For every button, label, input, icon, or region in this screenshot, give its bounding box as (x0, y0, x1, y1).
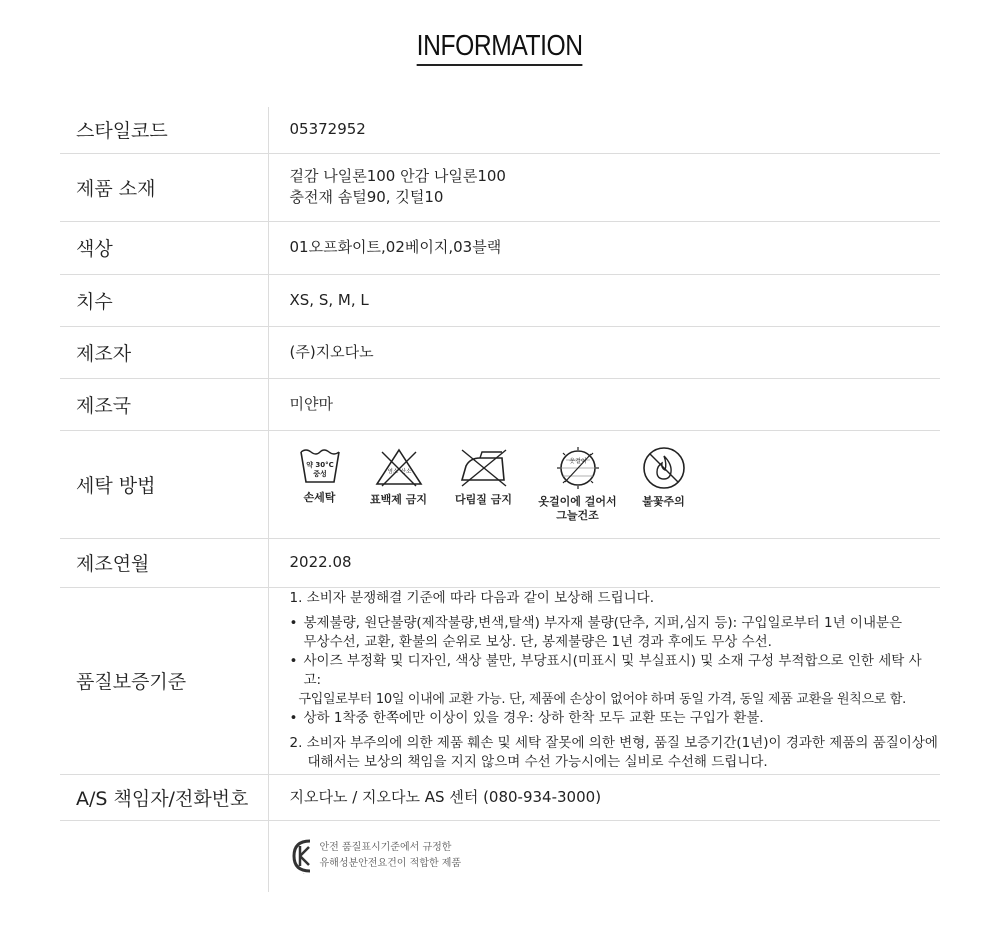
kc-text (320, 840, 462, 872)
bullet-mark: • (289, 615, 298, 631)
value-date: 2022.08 (268, 538, 940, 587)
care-hang-dry (534, 446, 622, 523)
quality-p2b: 대해서는 보상의 책임을 지지 않으며 수선 가능시에는 실비로 수선해 드립니다. (307, 754, 768, 770)
value-size: XS, S, M, L (268, 274, 940, 326)
kc-logo-icon (290, 838, 316, 874)
hang-dry-caption-1: 옷걸이에 걸어서 (538, 494, 617, 508)
care-icons (290, 446, 940, 523)
kc-line-2: 유해성분안전요건이 적합한 제품 (319, 858, 462, 870)
quality-p2a: 2. 소비자 부주의에 의한 제품 훼손 및 세탁 잘못에 의한 변형, 품질 보증기간(1년)이 경과한 제품의 품질이상에 (289, 735, 938, 751)
no-iron-caption: 다림질 금지 (455, 492, 512, 506)
value-color: 01오프화이트,02베이지,03블랙 (268, 221, 940, 274)
kc-mark (290, 838, 940, 874)
row-material (60, 153, 940, 221)
value-kc (268, 820, 940, 892)
hang-dry-caption-2: 그늘건조 (556, 508, 599, 522)
no-bleach-icon (374, 446, 424, 488)
label-as: A/S 책임자/전화번호 (60, 774, 268, 820)
kc-logo-text: KC (302, 874, 304, 876)
row-style-code (60, 107, 940, 153)
row-date (60, 538, 940, 587)
hang-dry-caption (538, 495, 616, 523)
label-quality: 품질보증기준 (60, 587, 268, 774)
value-country: 미얀마 (268, 378, 940, 430)
value-material (268, 153, 940, 221)
quality-b2a: 사이즈 부정확 및 디자인, 색상 불만, 부당표시(미표시 및 부실표시) 및 소재 구성 부적합으로 인한 세탁 사고: (303, 653, 922, 688)
row-care (60, 430, 940, 538)
row-size (60, 274, 940, 326)
care-no-iron (448, 446, 520, 507)
quality-bullet-2 (290, 652, 940, 709)
no-iron-icon (458, 446, 510, 488)
no-bleach-inner-2: 산소 (400, 468, 411, 475)
quality-b3: 상하 1착중 한쪽에만 이상이 있을 경우: 상하 한착 모두 교환 또는 구입가 환불. (303, 710, 764, 726)
row-color (60, 221, 940, 274)
quality-p1: 1. 소비자 분쟁해결 기준에 따라 다음과 같이 보상해 드립니다. (289, 590, 654, 606)
row-country (60, 378, 940, 430)
kc-line-1: 안전 품질표시기준에서 규정한 (319, 842, 452, 854)
care-fire (636, 446, 692, 509)
hang-dry-icon (555, 446, 601, 490)
quality-bullet-1 (290, 614, 940, 652)
label-style-code: 스타일코드 (60, 107, 268, 153)
value-care (268, 430, 940, 538)
label-material: 제품 소재 (60, 153, 268, 221)
label-size: 치수 (60, 274, 268, 326)
label-date: 제조연월 (60, 538, 268, 587)
info-table (60, 107, 940, 892)
hand-wash-mode: 중성 (312, 469, 327, 478)
row-quality (60, 587, 940, 774)
row-kc (60, 820, 940, 892)
material-line-1: 겉감 나일론100 안감 나일론100 (289, 167, 506, 185)
no-bleach-inner-1: 염소 (387, 468, 398, 475)
row-as (60, 774, 940, 820)
hang-dry-inner: 옷걸이 (568, 457, 587, 465)
bullet-mark: • (289, 653, 298, 669)
label-care: 세탁 방법 (60, 430, 268, 538)
row-maker (60, 326, 940, 378)
label-color: 색상 (60, 221, 268, 274)
flame-caution-icon (642, 446, 686, 490)
quality-bullet-3 (290, 709, 940, 728)
label-country: 제조국 (60, 378, 268, 430)
bullet-mark: • (289, 710, 298, 726)
hand-wash-icon (298, 446, 342, 486)
no-bleach-caption: 표백제 금지 (370, 492, 427, 506)
label-kc-empty (60, 820, 268, 892)
care-hand-wash (290, 446, 350, 505)
care-no-bleach (364, 446, 434, 507)
value-quality (268, 587, 940, 774)
value-style-code: 05372952 (268, 107, 940, 153)
hand-wash-temp: 약 30°C (305, 460, 334, 469)
label-maker: 제조자 (60, 326, 268, 378)
hand-wash-caption: 손세탁 (303, 490, 336, 504)
quality-text (290, 589, 940, 772)
value-maker: (주)지오다노 (268, 326, 940, 378)
page-title (0, 30, 1000, 66)
material-line-2: 충전재 솜털90, 깃털10 (289, 188, 444, 206)
quality-b1a: 봉제불량, 원단불량(제작불량,변색,탈색) 부자재 불량(단추, 지퍼,심지 등): 구입일로부터 1년 이내분은 (303, 615, 903, 631)
title-text: INFORMATION (417, 30, 583, 66)
value-as: 지오다노 / 지오다노 AS 센터 (080-934-3000) (268, 774, 940, 820)
quality-b2b: 구입일로부터 10일 이내에 교환 가능. 단, 제품에 손상이 없어야 하며 동일 가격, 동일 제품 교환을 원칙으로 함. (298, 692, 906, 707)
fire-caption: 불꽃주의 (642, 494, 685, 508)
quality-b1b: 무상수선, 교환, 환불의 순위로 보상. 단, 봉제불량은 1년 경과 후에도 무상 수선. (303, 634, 772, 650)
